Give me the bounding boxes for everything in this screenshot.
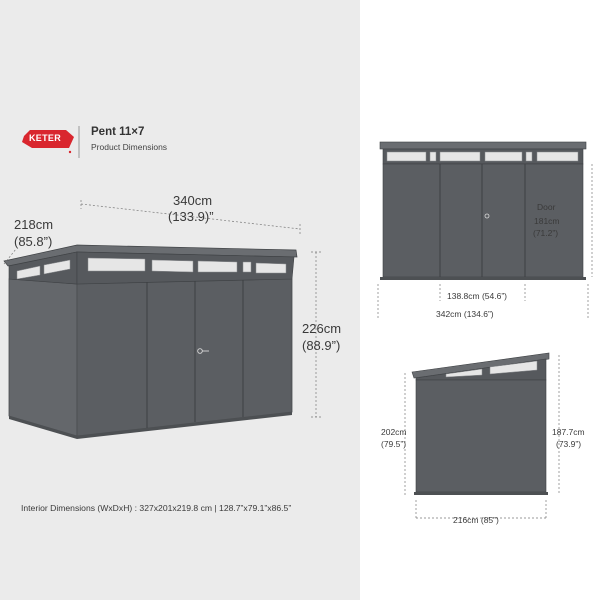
total-width-label: 342cm (134.6”) <box>436 309 494 319</box>
door-width-label: 138.8cm (54.6”) <box>447 291 507 301</box>
height-in-label: (88.9”) <box>302 338 341 353</box>
door-height-in: (71.2”) <box>533 228 559 238</box>
front-height-in: (79.5”) <box>381 439 407 449</box>
depth-in-label: (85.8”) <box>14 234 53 249</box>
back-height-in: (73.9”) <box>556 439 582 449</box>
shed-front-wall <box>77 279 292 436</box>
interior-dimensions-text: Interior Dimensions (WxDxH) : 327x201x219.8 cm | 128.7”x79.1”x86.5” <box>21 503 292 513</box>
width-cm-label: 340cm <box>173 193 213 208</box>
perspective-shed <box>4 245 297 439</box>
door-label: Door <box>537 202 556 212</box>
front-height-cm: 202cm <box>381 427 407 437</box>
side-elevation <box>412 353 549 495</box>
back-height-cm: 187.7cm <box>552 427 585 437</box>
logo-text: KETER <box>29 133 62 143</box>
width-in-label: (133.9)” <box>168 209 214 224</box>
side-wall <box>416 380 546 492</box>
door-height-cm: 181cm <box>534 216 560 226</box>
side-depth-label: 216cm (85”) <box>453 515 499 525</box>
shed-side-wall <box>9 279 77 436</box>
product-name: Pent 11×7 <box>91 126 145 138</box>
depth-cm-label: 218cm <box>14 217 54 232</box>
height-cm-label: 226cm <box>302 321 342 336</box>
product-subtitle: Product Dimensions <box>91 142 168 152</box>
